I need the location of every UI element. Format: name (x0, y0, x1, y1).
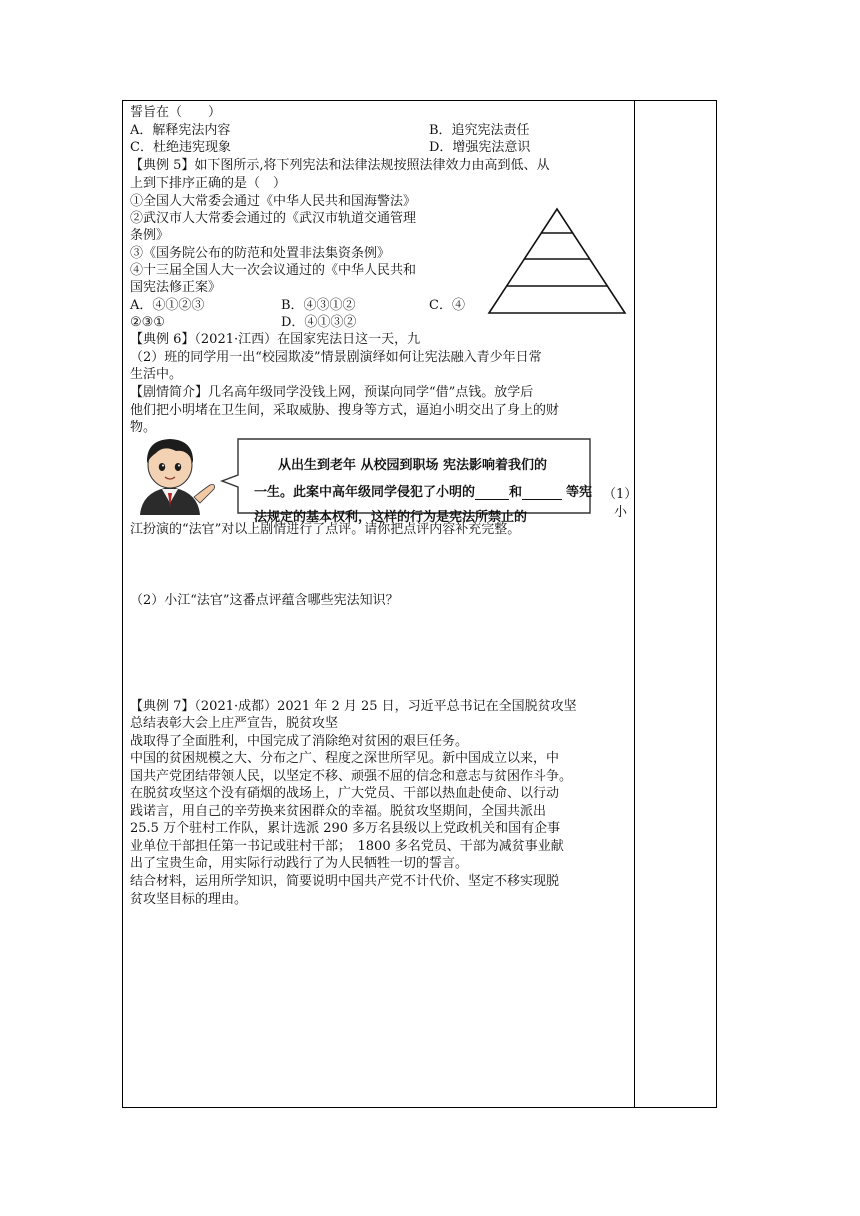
q7-line7: 践诺言，用自己的辛劳换来贫困群众的幸福。脱贫攻坚期间，全国共派出 (130, 804, 547, 819)
column-divider (634, 100, 635, 1108)
pyramid-diagram (487, 207, 627, 315)
q5-item-2a: ②武汉市人大常委会通过的《武汉市轨道交通管理 (130, 211, 417, 226)
judge-cartoon-illustration (130, 437, 593, 525)
q4-option-b: B．追究宪法责任 (429, 123, 530, 138)
q7-line8: 25.5 万个驻村工作队，累计选派 290 多万名县级以上党政机关和国有企事 (130, 821, 561, 836)
blank-2[interactable] (522, 487, 562, 500)
q5-option-c-cont: ②③① (130, 315, 165, 330)
speech-bubble-line1: 从出生到老年 从校园到职场 宪法影响着我们的 (278, 458, 548, 473)
speech-bubble-line2b: 和 (509, 485, 523, 500)
q7-line3: 战取得了全面胜利，中国完成了消除绝对贫困的艰巨任务。 (130, 734, 469, 749)
q5-stem-line1: 【典例 5】如下图所示,将下列宪法和法律法规按照法律效力由高到低、从 (130, 158, 550, 173)
q5-item-4b: 国宪法修正案》 (130, 280, 222, 295)
q5-option-a: A．④①②③ (130, 298, 205, 313)
q6-sub1-number: （1） (603, 487, 638, 502)
q7-line10: 出了宝贵生命，用实际行动践行了为人民牺牲一切的誓言。 (130, 856, 469, 871)
q6-plot-line3: 物。 (130, 420, 157, 435)
q5-stem-line2: 上到下排序正确的是（ ） (130, 176, 287, 191)
speech-bubble-line3: 法规定的基本权利，这样的行为是宪法所禁止的 (254, 510, 528, 525)
q7-task-line2: 贫攻坚目标的理由。 (130, 892, 248, 907)
q5-item-3: ③《国务院公布的防范和处置非法集资条例》 (130, 246, 391, 261)
q6-sub1-line: 江扮演的“法官”对以上剧情进行了点评。请你把点评内容补充完整。 (130, 522, 521, 537)
q6-plot-line1: 【剧情简介】几名高年级同学没钱上网，预谋向同学“借”点钱。放学后 (130, 385, 534, 400)
q6-stem-line1: 【典例 6】（2021·江西）在国家宪法日这一天，九 (130, 332, 421, 347)
speech-bubble-line2a: 一生。此案中高年级同学侵犯了小明的 (254, 485, 476, 500)
q6-stem-line3: 生活中。 (130, 367, 183, 382)
q7-task-line1: 结合材料，运用所学知识，简要说明中国共产党不计代价、坚定不移实现脱 (130, 874, 560, 889)
q5-item-2b: 条例》 (130, 228, 170, 243)
q4-option-c: C．杜绝违宪现象 (130, 140, 231, 155)
q6-plot-line2: 他们把小明堵在卫生间，采取威胁、搜身等方式，逼迫小明交出了身上的财 (130, 403, 560, 418)
q7-line4: 中国的贫困规模之大、分布之广、程度之深世所罕见。新中国成立以来，中 (130, 751, 560, 766)
speech-bubble-line2 (254, 481, 592, 500)
q7-line6: 在脱贫攻坚这个没有硝烟的战场上，广大党员、干部以热血赴使命、以行动 (130, 786, 560, 801)
blank-1[interactable] (475, 487, 509, 500)
q5-option-b: B．④③①② (281, 298, 356, 313)
q6-stem-line2: （2）班的同学用一出“校园欺凌”情景剧演绎如何让宪法融入青少年日常 (130, 350, 542, 365)
judge-character-icon (130, 437, 592, 515)
q4-stem-tail: 誓旨在（ ） (130, 105, 222, 120)
q4-option-d: D．增强宪法意识 (429, 140, 531, 155)
pyramid-outline (489, 209, 625, 313)
q7-line9: 业单位干部担任第一书记或驻村干部； 1800 多名党员、干部为减贫事业献 (130, 839, 564, 854)
q4-option-a: A．解释宪法内容 (130, 123, 231, 138)
q7-line2: 总结表彰大会上庄严宣告，脱贫攻坚 (130, 716, 339, 731)
q5-item-4a: ④十三届全国人大一次会议通过的《中华人民共和 (130, 263, 417, 278)
q6-sub2: （2）小江“法官”这番点评蕴含哪些宪法知识？ (130, 593, 399, 608)
q5-item-1: ①全国人大常委会通过《中华人民共和国海警法》 (130, 194, 417, 209)
q6-sub1-xiao: 小 (614, 505, 628, 520)
q7-line1: 【典例 7】（2021·成都）2021 年 2 月 25 日，习近平总书记在全国脱贫攻坚 (130, 699, 577, 714)
speech-bubble-line2c: 等宪 (566, 485, 593, 500)
q7-line5: 国共产党团结带领人民，以坚定不移、顽强不屈的信念和意志与贫困作斗争。 (130, 769, 573, 784)
q5-option-c: C．④ (429, 298, 465, 313)
q5-option-d: D．④①③② (281, 315, 357, 330)
